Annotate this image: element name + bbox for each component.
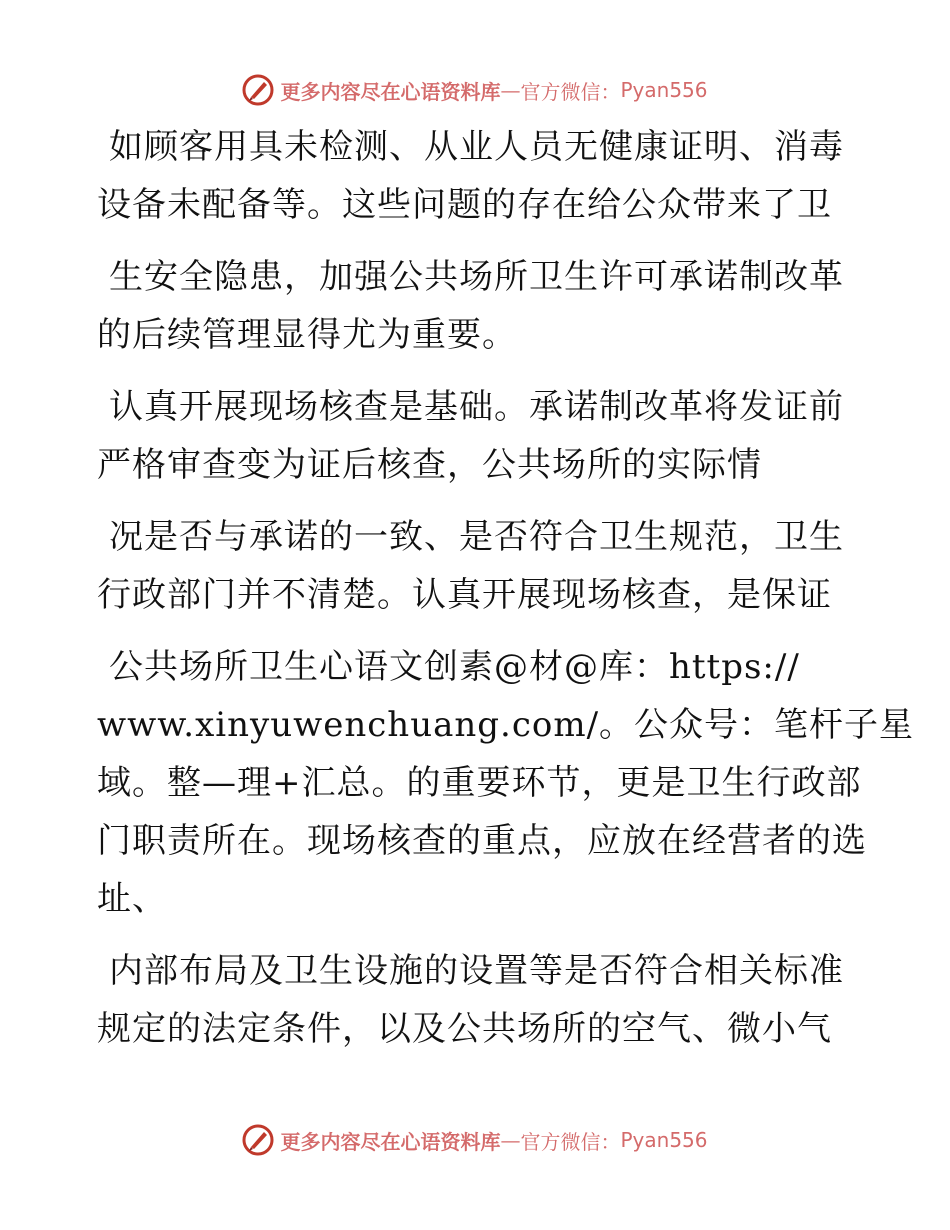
text-line: 设备未配备等。这些问题的存在给公众带来了卫 [97,185,832,225]
text-line: 门职责所在。现场核查的重点，应放在经营者的选 [97,821,867,861]
watermark-wechat-label: 官方微信： [520,79,621,104]
text-line: 规定的法定条件，以及公共场所的空气、微小气 [97,1009,832,1049]
watermark-wechat-label: 官方微信： [520,1129,621,1154]
text-line: 如顾客用具未检测、从业人员无健康证明、消毒 [109,127,844,167]
text-line: 址、 [97,879,167,919]
watermark-handle: Pyan556 [620,78,708,102]
text-line: 认真开展现场核查是基础。承诺制改革将发证前 [109,387,844,427]
pen-logo-icon [242,1124,274,1156]
text-line: 内部布局及卫生设施的设置等是否符合相关标准 [109,951,844,991]
watermark-separator: — [500,1128,521,1152]
watermark-separator: — [500,78,521,102]
text-line: 公共场所卫生心语文创素@材@库：https:// [109,647,800,687]
text-line: 生安全隐患，加强公共场所卫生许可承诺制改革 [109,257,844,297]
text-line: www.xinyuwenchuang.com/。公众号：笔杆子星 [97,705,915,745]
document-body [97,118,915,1058]
pen-logo-icon [242,74,274,106]
watermark-brand: 更多内容尽在心语资料库 [280,79,501,104]
bottom-watermark [0,1120,950,1160]
text-line: 行政部门并不清楚。认真开展现场核查，是保证 [97,575,832,615]
top-watermark [0,70,950,110]
watermark-handle: Pyan556 [620,1128,708,1152]
text-line: 况是否与承诺的一致、是否符合卫生规范，卫生 [109,517,844,557]
text-line: 域。整—理+汇总。的重要环节，更是卫生行政部 [97,763,862,803]
watermark-brand: 更多内容尽在心语资料库 [280,1129,501,1154]
text-line: 的后续管理显得尤为重要。 [97,315,517,355]
text-line: 严格审查变为证后核查，公共场所的实际情 [97,445,762,485]
